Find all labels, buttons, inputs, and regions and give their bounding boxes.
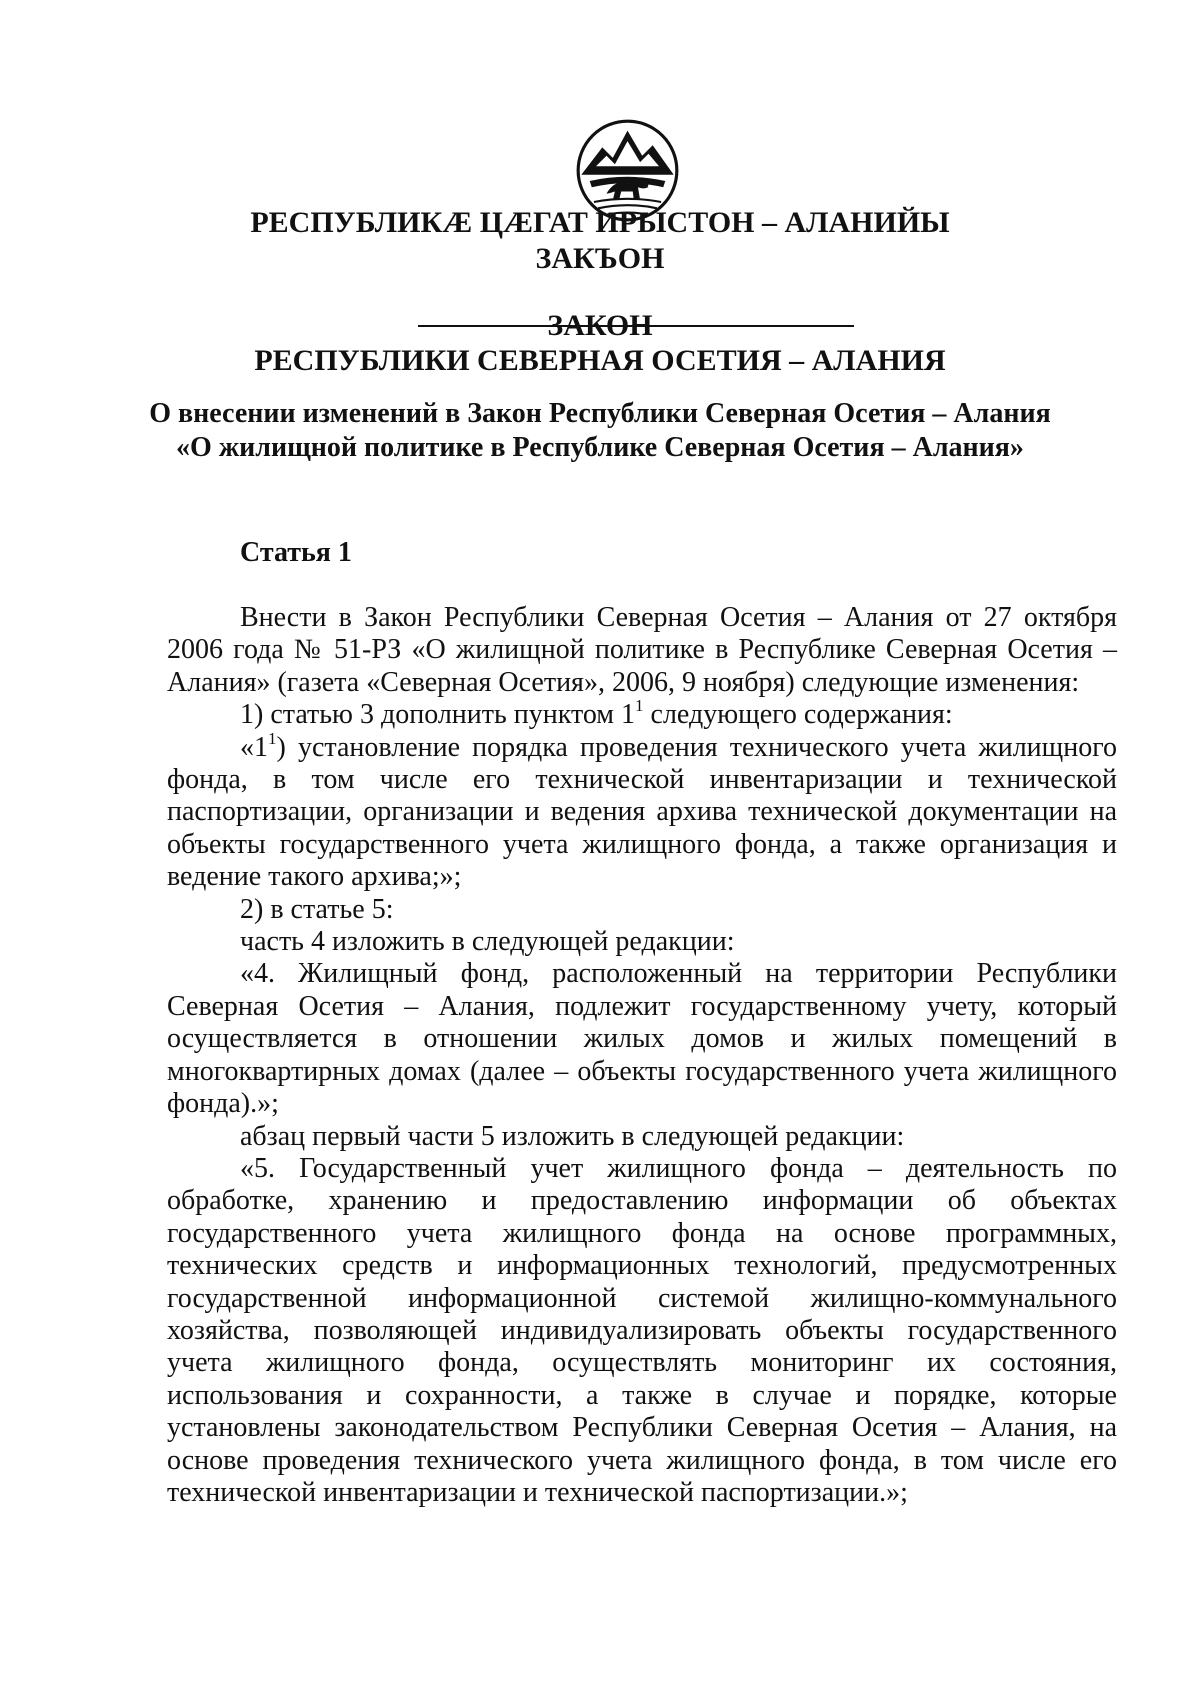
article-intro-paragraph: Внести в Закон Республики Северная Осетия – Алания от 27 октября 2006 года № 51-РЗ «О жилищной политике в Республике Северная Осетия – Алания» (газета «Северная Осетия», 2006, 9 ноября) следующие изменения: [167, 602, 1117, 698]
item-2-paragraph: 2) в статье 5: [240, 893, 394, 925]
quote-1-text: ) установление порядка проведения технического учета жилищного фонда, в том числе его технической инвентаризации и технической паспортизации, организации и ведения архива технической документации на объекты государственного учета жилищного фонда, а также организация и ведение такого архива;»; [167, 731, 1117, 893]
russian-title: РЕСПУБЛИКИ СЕВЕРНАЯ ОСЕТИЯ – АЛАНИЯ [254, 344, 946, 377]
ossetian-law-word: ЗАКЪОН [535, 242, 665, 275]
quote-1-superscript: 1 [268, 728, 277, 748]
ossetian-title: РЕСПУБЛИКӔ ЦӔГАТ ИРЫСТОН – АЛАНИЙЫ [250, 206, 950, 239]
law-subject-line-2: «О жилищной политике в Республике Северная Осетия – Алания» [176, 432, 1024, 463]
part-5-intro-paragraph: абзац первый части 5 изложить в следующей редакции: [240, 1120, 905, 1152]
article-heading: Статья 1 [240, 537, 352, 568]
article-body [167, 602, 1117, 1509]
item-1-text-end: следующего содержания: [643, 699, 953, 731]
law-subject-line-1: О внесении изменений в Закон Республики Северная Осетия – Алания [149, 398, 1051, 429]
part-4-text-paragraph: «4. Жилищный фонд, расположенный на территории Республики Северная Осетия – Алания, подлежит государственному учету, который осуществляется в отношении жилых домов и жилых помещений в многоквартирных домах (далее – объекты государственного учета жилищного фонда).»; [167, 958, 1117, 1120]
quote-1-paragraph [167, 728, 1117, 894]
item-1-text: 1) статью 3 дополнить пунктом 1 [240, 699, 636, 731]
part-5-text-paragraph: «5. Государственный учет жилищного фонда – деятельность по обработке, хранению и предоставлению информации об объектах государственного учета жилищного фонда на основе программных, технических средств и информационных технологий, предусмотренных государственной информационной системой жилищно-коммунального хозяйства, позволяющей индивидуализировать объекты государственного учета жилищного фонда, осуществлять мониторинг их состояния, использования и сохранности, а также в случае и порядке, которые установлены законодательством Республики Северная Осетия – Алания, на основе проведения технического учета жилищного фонда, в том числе его технической инвентаризации и технической паспортизации.»; [167, 1152, 1117, 1508]
part-4-intro-paragraph: часть 4 изложить в следующей редакции: [240, 926, 735, 958]
russian-law-word: ЗАКОН [547, 309, 653, 342]
item-1-superscript: 1 [635, 696, 644, 716]
quote-1-open: «1 [240, 731, 268, 763]
item-1-paragraph [167, 696, 1117, 731]
